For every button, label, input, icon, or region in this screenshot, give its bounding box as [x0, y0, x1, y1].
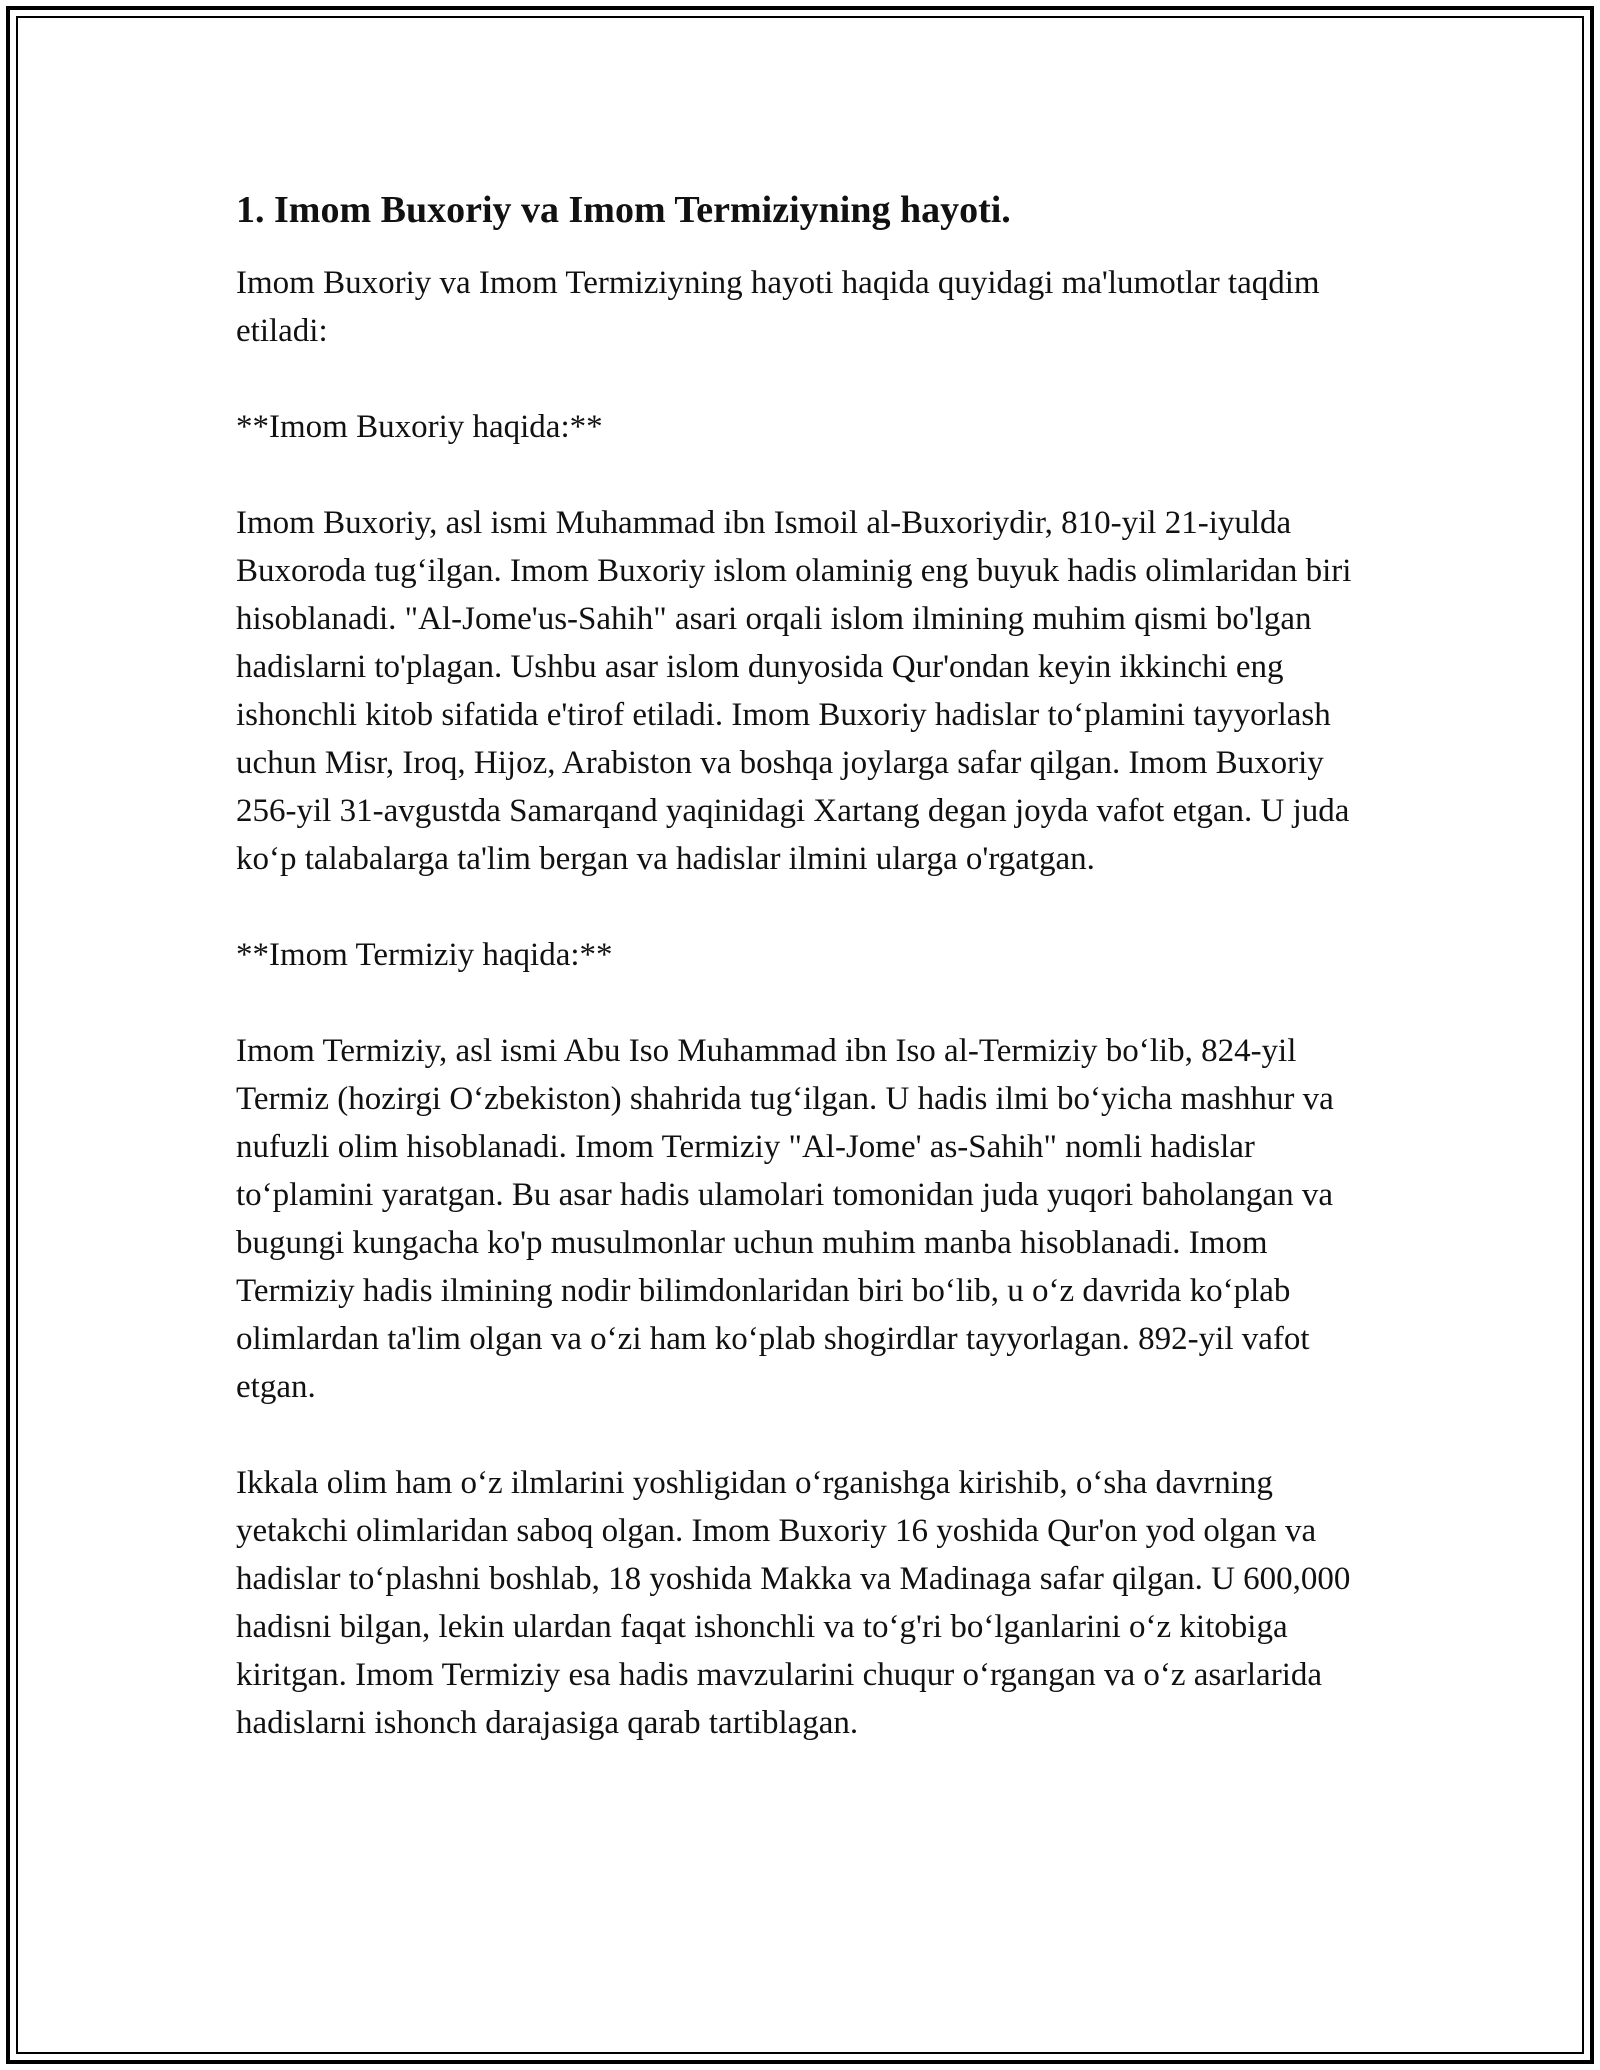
- buxoriy-heading: **Imom Buxoriy haqida:**: [236, 409, 603, 445]
- intro-paragraph: Imom Buxoriy va Imom Termiziyning hayoti haqida quyidagi ma'lumotlar taqdim etiladi:: [236, 265, 1320, 349]
- document-body: [236, 185, 1356, 1795]
- termiziy-heading: **Imom Termiziy haqida:**: [236, 937, 613, 973]
- termiziy-paragraph: Imom Termiziy, asl ismi Abu Iso Muhammad ibn Iso al-Termiziy bo‘lib, 824-yil Termiz (hozirgi O‘zbekiston) shahrida tug‘ilgan. U hadis ilmi bo‘yicha mashhur va nufuzli olim hisoblanadi. Imom Termiziy "Al-Jome' as-Sahih" nomli hadislar to‘plamini yaratgan. Bu asar hadis ulamolari tomonidan juda yuqori baholangan va bugungi kungacha ko'p musulmonlar uchun muhim manba hisoblanadi. Imom Termiziy hadis ilmining nodir bilimdonlaridan biri bo‘lib, u o‘z davrida ko‘plab olimlardan ta'lim olgan va o‘zi ham ko‘plab shogirdlar tayyorlagan. 892-yil vafot etgan.: [236, 1033, 1334, 1405]
- buxoriy-paragraph: Imom Buxoriy, asl ismi Muhammad ibn Ismoil al-Buxoriydir, 810-yil 21-iyulda Buxoroda tug‘ilgan. Imom Buxoriy islom olaminig eng buyuk hadis olimlaridan biri hisoblanadi. "Al-Jome'us-Sahih" asari orqali islom ilmining muhim qismi bo'lgan hadislarni to'plagan. Ushbu asar islom dunyosida Qur'ondan keyin ikkinchi eng ishonchli kitob sifatida e'tirof etiladi. Imom Buxoriy hadislar to‘plamini tayyorlash uchun Misr, Iroq, Hijoz, Arabiston va boshqa joylarga safar qilgan. Imom Buxoriy 256-yil 31-avgustda Samarqand yaqinidagi Xartang degan joyda vafot etgan. U juda ko‘p talabalarga ta'lim bergan va hadislar ilmini ularga o'rgatgan.: [236, 505, 1352, 877]
- both-scholars-paragraph: Ikkala olim ham o‘z ilmlarini yoshligidan o‘rganishga kirishib, o‘sha davrning yetakchi olimlaridan saboq olgan. Imom Buxoriy 16 yoshida Qur'on yod olgan va hadislar to‘plashni boshlab, 18 yoshida Makka va Madinaga safar qilgan. U 600,000 hadisni bilgan, lekin ulardan faqat ishonchli va to‘g'ri bo‘lganlarini o‘z kitobiga kiritgan. Imom Termiziy esa hadis mavzularini chuqur o‘rgangan va o‘z asarlarida hadislarni ishonch darajasiga qarab tartiblagan.: [236, 1465, 1351, 1741]
- document-title: 1. Imom Buxoriy va Imom Termiziyning hayoti.: [236, 189, 1011, 231]
